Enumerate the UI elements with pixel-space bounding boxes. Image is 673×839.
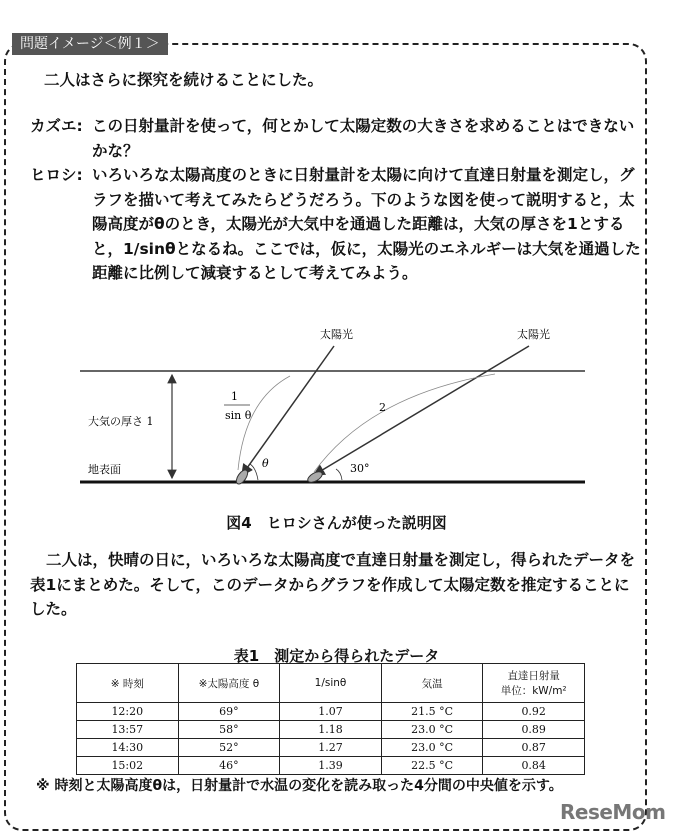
col-inv-sin: 1/sinθ (280, 664, 382, 703)
speaker-label: カズエ: (30, 117, 83, 135)
cell: 1.07 (280, 703, 382, 721)
cell: 69° (178, 703, 280, 721)
paragraph-2: 二人は，快晴の日に，いろいろな太陽高度で直達日射量を測定し，得られたデータを表1にまとめた。そして，このデータからグラフを作成して太陽定数を推定することにした。 (30, 551, 636, 618)
table-row (77, 739, 585, 757)
cell: 23.0 °C (381, 721, 483, 739)
cell: 13:57 (77, 721, 179, 739)
speaker-label: ヒロシ: (30, 166, 83, 184)
dialogue-kazue (30, 114, 642, 163)
col-irradiance: 直達日射量 単位：kW/m² (483, 664, 585, 703)
atmosphere-label: 大気の厚さ 1 (88, 415, 154, 428)
table-title: 表1 測定から得られたデータ (233, 647, 440, 665)
figure-caption: 図4 ヒロシさんが使った説明図 (226, 514, 447, 532)
resemom-logo: ReseMom (560, 800, 666, 824)
angle30-label: 30° (350, 462, 370, 475)
length-two: 2 (379, 401, 386, 414)
length-arc-2 (314, 374, 495, 472)
cell: 1.39 (280, 757, 382, 775)
table-row (77, 757, 585, 775)
dialogue-text: この日射量計を使って，何とかして太陽定数の大きさを求めることはできないかな？ (92, 117, 635, 160)
sunlight-label-1: 太陽光 (320, 328, 353, 341)
cell: 1.27 (280, 739, 382, 757)
table-note: ※ 時刻と太陽高度θは，日射量計で水温の変化を読み取った4分間の中央値を示す。 (36, 778, 563, 794)
cell: 0.92 (483, 703, 585, 721)
theta-label: θ (262, 457, 269, 470)
cell: 23.0 °C (381, 739, 483, 757)
cell: 0.87 (483, 739, 585, 757)
cell: 14:30 (77, 739, 179, 757)
col-altitude: ※太陽高度 θ (178, 664, 280, 703)
dialogue-text: いろいろな太陽高度のときに日射量計を太陽に向けて直達日射量を測定し，グラフを描いて考えてみたらどうだろう。下のような図を使って説明すると，太陽高度がθのとき，太陽光が大気中を通過した距離は，大気の厚さを1とすると，1/sinθとなるね。ここでは，仮に，太陽光のエネルギーは大気を通過した距離に比例して減衰するとして考えてみよう。 (92, 166, 641, 282)
table-row (77, 721, 585, 739)
sun-ray-1 (242, 346, 334, 475)
cell: 0.89 (483, 721, 585, 739)
ground-label: 地表面 (88, 463, 121, 476)
cell: 0.84 (483, 757, 585, 775)
dialogue-hiroshi (30, 163, 642, 286)
question-tag: 問題イメージ＜例１＞ (12, 33, 168, 55)
data-table (76, 663, 585, 775)
cell: 15:02 (77, 757, 179, 775)
col-time: ※ 時刻 (77, 664, 179, 703)
intro-text: 二人はさらに探究を続けることにした。 (44, 71, 324, 89)
cell: 58° (178, 721, 280, 739)
cell: 1.18 (280, 721, 382, 739)
col-temp: 気温 (381, 664, 483, 703)
table-row (77, 703, 585, 721)
sunlight-label-2: 太陽光 (517, 328, 550, 341)
cell: 21.5 °C (381, 703, 483, 721)
cell: 12:20 (77, 703, 179, 721)
sun-ray-2 (314, 346, 529, 475)
length-arc-1 (238, 376, 290, 470)
theta-arc (250, 464, 258, 480)
cell: 52° (178, 739, 280, 757)
length-numerator: 1 (231, 390, 238, 403)
cell: 46° (178, 757, 280, 775)
angle30-arc (336, 469, 342, 480)
length-denominator: sin θ (225, 409, 252, 422)
cell: 22.5 °C (381, 757, 483, 775)
explanation-diagram (80, 320, 585, 506)
table-header-row (77, 664, 585, 703)
